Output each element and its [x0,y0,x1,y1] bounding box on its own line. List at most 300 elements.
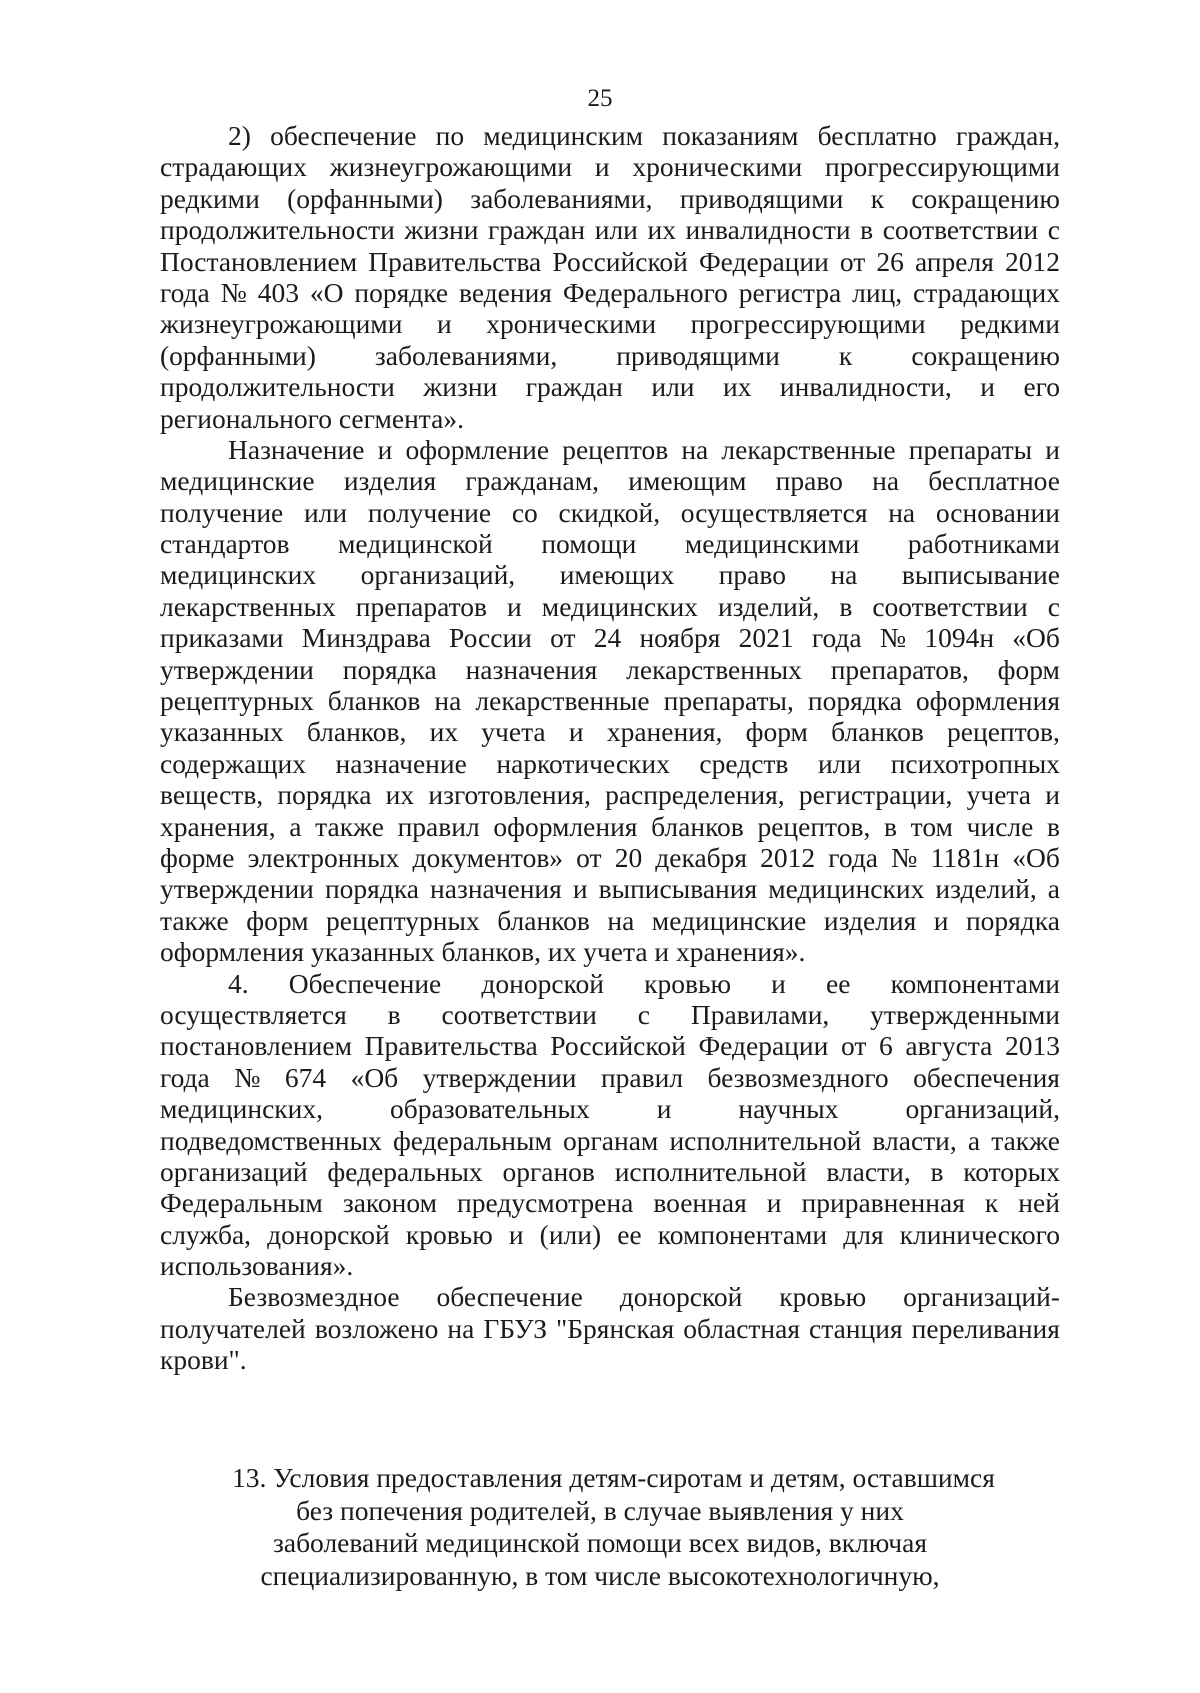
word: предусмотрена [457,1187,634,1219]
text-line [160,1281,1060,1312]
word: августа [905,1030,993,1062]
word: получение [367,496,492,528]
word: организаций- [903,1281,1060,1313]
word: получение [160,496,284,528]
word: порядка [807,685,902,717]
text-line [160,968,1060,999]
word: страдающих [160,151,307,183]
word: на [681,433,709,465]
word: медицинские [651,904,807,936]
word: на [434,685,462,717]
page-number: 25 [587,85,613,112]
word: России [449,622,532,654]
word: прогрессирующими [690,308,926,340]
word: а [967,1124,981,1156]
word: или [817,747,862,779]
word: медицинским [483,120,644,151]
word: веществ, [160,779,264,811]
word: безвозмездного [707,1061,889,1093]
word: года [811,622,862,654]
word: психотропных [890,747,1060,779]
word: года [160,276,210,308]
paragraph [160,120,1060,434]
word: электронных [247,841,400,873]
word: соответствии [872,590,1028,622]
word: и [437,308,452,340]
text-line [160,1062,1060,1093]
word: и [656,1093,672,1125]
word: гражданам, [465,465,600,497]
word: лекарственных [626,653,802,685]
section-heading [0,1462,1200,1592]
word: ведения [459,276,552,308]
word: выписывания [598,873,758,905]
text-line [160,842,1060,873]
word: исполнительной [614,1155,807,1187]
word: учета [966,779,1031,811]
word: и [507,590,522,622]
word: право [718,559,786,591]
word: (орфанными) [287,182,443,214]
word: и [572,873,588,905]
word: сокращению [911,339,1060,371]
word: или [594,214,638,246]
word: № [891,841,918,873]
word: лекарственные [721,433,896,465]
word: 2012 [760,841,816,873]
word: и [377,433,393,465]
word: 2) [228,120,251,151]
text-line [160,308,1060,339]
word: с [1047,590,1060,622]
word: соответствии [441,998,597,1030]
word: стандартов [160,528,290,560]
word: к [838,339,853,371]
word: в [930,1155,944,1187]
word: препаратов [355,590,488,622]
text-line [160,151,1060,182]
word: форм [246,904,309,936]
word: образовательных [390,1093,590,1125]
word: 403 [257,276,299,308]
word: и [1045,779,1060,811]
word: военная [653,1187,747,1219]
section-heading-line: заболеваний медицинской помощи всех видов, включая [273,1527,927,1558]
word: переливания [911,1312,1060,1344]
text-line [160,1125,1060,1156]
word: организаций [160,1155,308,1187]
word: форм [745,716,808,748]
word: органов [502,1155,595,1187]
word: имеющим [628,465,747,497]
word: и [508,1218,524,1250]
word: приказами [160,622,284,654]
word: Назначение [228,433,365,465]
text-line [160,559,1060,590]
word: указанных [160,716,284,748]
word: постановлением [160,1030,352,1062]
word: хроническими [486,308,657,340]
text-line [160,277,1060,308]
word: 24 [593,622,622,654]
word: оформления [915,685,1060,717]
text-line [160,936,1060,967]
word: на [888,496,916,528]
text-line [160,905,1060,936]
word: утверждении [160,873,314,905]
text-line [160,214,1060,245]
word: апреля [914,245,994,277]
word: к [984,1187,999,1219]
word: утверждении [160,653,314,685]
word: Федеральным [160,1187,323,1219]
word: (орфанными) [160,339,316,371]
text-line [160,591,1060,622]
word: на [607,904,635,936]
word: и [980,371,995,403]
word: страдающих [913,276,1060,308]
word: порядке [354,276,449,308]
text-line [160,748,1060,779]
word: года [828,841,879,873]
word: инвалидности [685,214,851,246]
line-text: регионального сегмента». [160,402,464,434]
word: № [220,276,247,308]
text-line [160,371,1060,402]
word: рецептов [562,433,669,465]
text-line [160,654,1060,685]
word: научных [738,1093,839,1125]
word: жизнеугрожающими [160,308,403,340]
word: их [647,214,676,246]
word: года [160,1061,210,1093]
word: 2021 [738,622,794,654]
word: Постановлением [160,245,358,277]
word: 4. [228,967,249,999]
word: граждан [488,214,586,246]
word: Федерального [562,276,728,308]
word: компонентами [657,1218,828,1250]
word: Обеспечение [288,967,442,999]
text-line [160,1219,1060,1250]
word: 674 [284,1061,327,1093]
text-line [160,873,1060,904]
word: и [771,967,786,999]
word: станция [809,1312,903,1344]
word: изделия [823,904,917,936]
word: оформления [493,810,638,842]
word: организаций, [905,1093,1060,1125]
text-line [160,1156,1060,1187]
word: ГБУЗ [483,1312,547,1344]
text-line [160,528,1060,559]
word: изделий, [717,590,820,622]
word: его [1023,371,1060,403]
word: форме [160,841,235,873]
word: в [1047,810,1060,842]
word: редкими [160,182,260,214]
word: в [839,590,853,622]
word: препаратов, [830,653,969,685]
paragraph [160,434,1060,968]
word: клинического [899,1218,1060,1250]
word: по [435,120,465,151]
word: донорской [619,1281,743,1313]
word: обеспечения [913,1061,1060,1093]
text-line [160,1313,1060,1344]
word: числе [966,810,1034,842]
word: и [1045,433,1060,465]
word: Правительства [368,245,542,277]
text-line [160,779,1060,810]
word: хранения, [606,716,723,748]
word: рецептов, [947,716,1060,748]
word: 6 [878,1030,893,1062]
word: регистрации, [798,779,953,811]
word: и [766,1187,782,1219]
word: и [568,716,584,748]
word: продолжительности [160,214,395,246]
word: декабря [655,841,748,873]
word: право [775,465,843,497]
word: назначения [430,873,562,905]
word: областная [683,1312,800,1344]
text-line [160,1093,1060,1124]
word: бланков [497,904,590,936]
word: порядка [324,873,419,905]
word: скидкой, [558,496,661,528]
word: 2012 [1004,245,1060,277]
word: «Об [1012,841,1060,873]
text-line [160,183,1060,214]
word: № [234,1061,261,1093]
word: донорской [267,1218,390,1250]
word: со [511,496,538,528]
word: и [933,904,949,936]
text-line [160,685,1060,716]
word: федеральным [392,1124,552,1156]
word: бланков, [306,716,407,748]
word: кровью [644,967,732,999]
word: или [651,371,695,403]
word: правил [600,1061,684,1093]
word: также [991,1124,1060,1156]
word: обеспечение [270,120,417,151]
word: граждан, [955,120,1060,151]
word: для [843,1218,884,1250]
word: также [315,810,384,842]
word: оформление [405,433,550,465]
word: заболеваниями, [470,182,653,214]
word: форм [997,653,1060,685]
word: 2013 [1004,1030,1060,1062]
word: рецептурных [160,685,314,717]
word: приравненная [801,1187,965,1219]
word: редкими [960,308,1060,340]
word: назначение [335,747,467,779]
word: 1094н [924,622,995,654]
word: их [722,371,752,403]
word: бесплатное [928,465,1060,497]
word: медицинской [338,528,493,560]
word: получателей [160,1312,306,1344]
text-line [160,120,1060,151]
word: от [839,245,866,277]
word: рецептов, [757,810,871,842]
word: том [910,810,953,842]
word: 26 [876,245,904,277]
word: порядка [342,653,437,685]
word: продолжительности [160,371,395,403]
word: федеральных [327,1155,483,1187]
word: № [879,622,907,654]
word: (или) [539,1218,602,1250]
word: которых [963,1155,1060,1187]
word: власти, [872,1124,957,1156]
word: лиц, [852,276,903,308]
text-line [160,716,1060,747]
word: ноября [639,622,721,654]
word: органам [563,1124,659,1156]
word: Безвозмездное [228,1281,400,1313]
text-line [160,1250,1060,1281]
word: с [637,998,650,1030]
word: также [160,904,229,936]
word: медицинских [541,590,698,622]
word: ее [826,967,851,999]
word: бланков [831,716,924,748]
word: или [303,496,348,528]
word: изготовления, [428,779,591,811]
word: утвержденными [870,998,1060,1030]
word: основании [935,496,1060,528]
word: к [870,182,885,214]
word: инвалидности, [779,371,952,403]
word: возложено [314,1312,439,1344]
word: организаций, [360,559,516,591]
section-heading-line: без попечения родителей, в случае выявления у них [296,1494,904,1526]
paragraph [160,968,1060,1282]
word: на [872,465,900,497]
word: "Брянская [556,1312,675,1344]
word: жизнеугрожающими [329,151,573,183]
line-text: крови". [160,1344,247,1376]
word: заболеваниями, [374,339,558,371]
word: бланков [651,810,744,842]
text-line [160,622,1060,653]
word: бланков [327,685,421,717]
section-heading-line: 13. Условия предоставления детям-сиротам и детям, оставшимся [232,1462,995,1493]
word: 20 [614,841,643,873]
text-line [160,811,1060,842]
word: выписывание [901,559,1060,591]
word: рецептурных [326,904,480,936]
word: лекарственные [475,685,650,717]
text-line [160,465,1060,496]
word: порядка [965,904,1060,936]
word: на [447,1312,475,1344]
word: наркотических [496,747,670,779]
word: имеющих [559,559,675,591]
word: граждан [525,371,623,403]
word: а [289,810,302,842]
word: Российской [550,1030,686,1062]
word: правил [397,810,480,842]
line-text: использования». [160,1250,354,1282]
word: от [840,1030,867,1062]
word: 1181н [930,841,1000,873]
word: медицинских [768,873,925,905]
word: помощи [541,528,637,560]
text-line [160,246,1060,277]
word: бесплатно [817,120,937,151]
word: Федерации [698,245,829,277]
word: приводящими [616,339,780,371]
word: «Об [350,1061,399,1093]
word: медицинские [160,465,315,497]
word: донорской [481,967,604,999]
word: кровью [779,1281,867,1313]
word: власти, [826,1155,911,1187]
word: ее [617,1218,642,1250]
word: от [550,622,576,654]
word: компонентами [890,967,1060,999]
word: с [1047,214,1060,246]
text-line [160,434,1060,465]
word: регистра [738,276,842,308]
word: Минздрава [301,622,431,654]
word: подведомственных [160,1124,382,1156]
line-text: оформления указанных бланков, их учета и хранения». [160,936,806,968]
text-line [160,999,1060,1030]
word: средств [699,747,789,779]
word: ней [1018,1187,1060,1219]
word: сокращению [911,182,1060,214]
word: а [1047,873,1060,905]
word: исполнительной [669,1124,862,1156]
word: лекарственных [160,590,336,622]
word: документов» [412,841,564,873]
word: в [884,810,897,842]
word: препараты, [663,685,794,717]
word: распределения, [605,779,785,811]
word: изделий, [935,873,1037,905]
word: в [860,214,874,246]
word: Российской [552,245,688,277]
word: порядка [277,779,372,811]
word: на [830,559,858,591]
word: учета [481,716,546,748]
word: их [429,716,459,748]
word: служба, [160,1218,252,1250]
text-line [160,497,1060,528]
word: содержащих [160,747,306,779]
word: обеспечение [436,1281,583,1313]
text-line [160,403,1060,434]
word: назначения [465,653,598,685]
word: осуществляется [160,998,347,1030]
word: прогрессирующими [825,151,1060,183]
word: законом [342,1187,437,1219]
word: «Об [1012,622,1060,654]
word: жизни [423,371,498,403]
word: их [385,779,415,811]
word: жизни [404,214,479,246]
word: соответствии [882,214,1039,246]
word: медицинскими [684,528,860,560]
word: и [594,151,610,183]
word: препараты [908,433,1033,465]
